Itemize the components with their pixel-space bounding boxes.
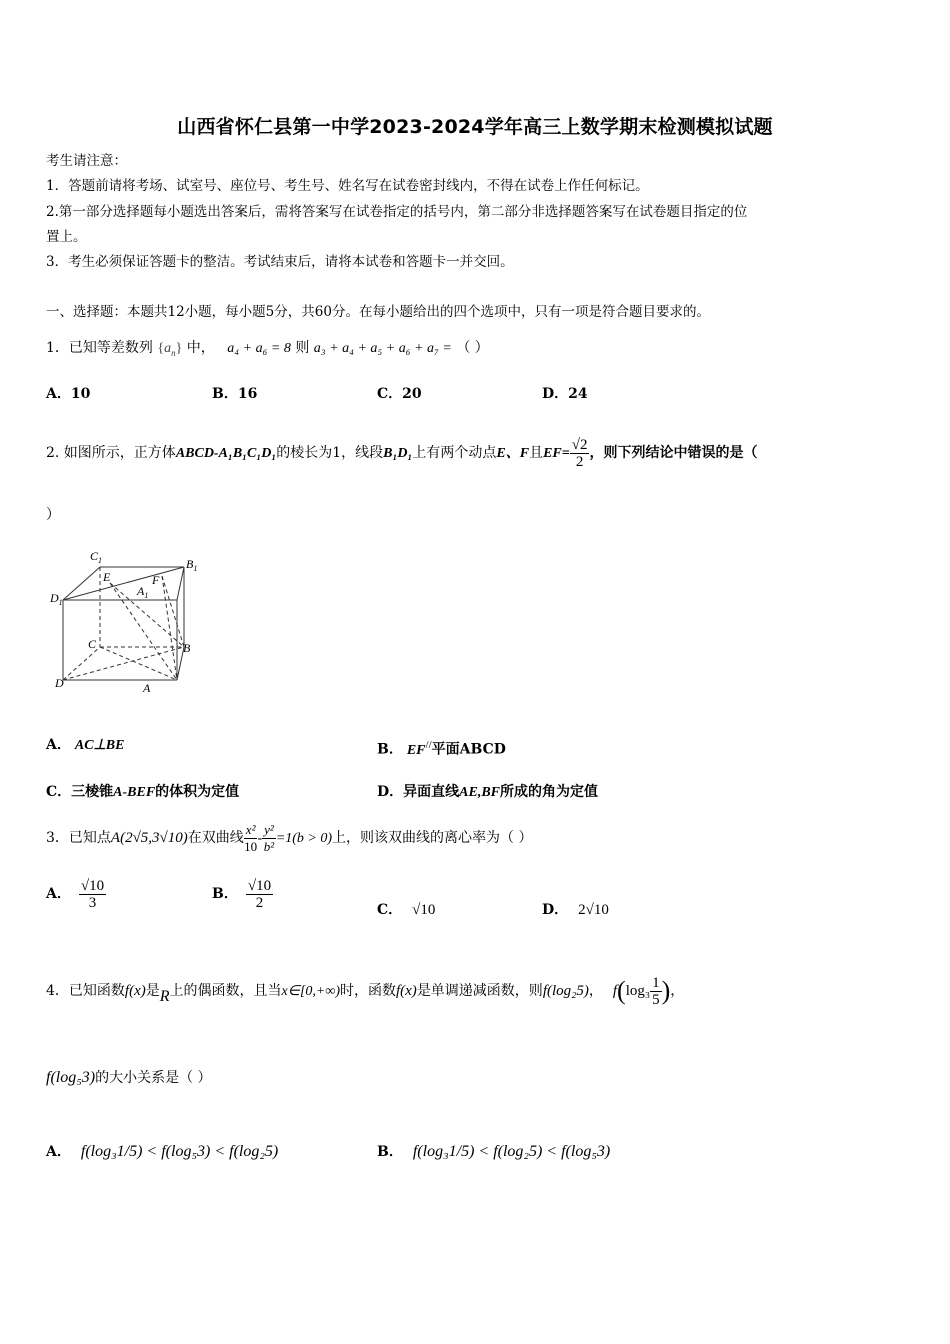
q1-option-d[interactable]: D．24 xyxy=(542,386,588,402)
q2-option-c[interactable]: C．三棱锥A-BEF的体积为定值 xyxy=(46,784,240,800)
q2-cube: ABCD-A₁B₁C₁D₁ xyxy=(175,446,277,461)
q1-condition: a₄ + a₆ = 8 xyxy=(227,341,291,356)
q2-option-b[interactable]: B． EF//平面ABCD xyxy=(377,739,506,758)
q3-frac-x: $\frac{\text{x²}}{10}$ xyxy=(244,821,258,854)
q2-ef: EF= xyxy=(543,446,570,461)
q4-b-f: f xyxy=(612,983,618,999)
q1-option-c[interactable]: C．20 xyxy=(377,386,422,402)
q4-t2: 上的偶函数，且当 xyxy=(169,983,282,999)
q2-points: E、F xyxy=(496,446,530,461)
label-f: F xyxy=(152,573,160,587)
notice-item-3: 3．考生必须保证答题卡的整洁。考试结束后，请将本试卷和答题卡一并交回。 xyxy=(46,254,514,270)
q3-mid: 在双曲线 xyxy=(187,830,244,846)
q4-a: f(log₂5) xyxy=(542,983,589,999)
q3-suffix: 上，则该双曲线的离心率为（ ） xyxy=(332,830,533,846)
q4-fx-2: f(x) xyxy=(395,983,417,999)
notice-item-2-cont: 置上。 xyxy=(46,229,87,245)
notice-item-2: 2.第一部分选择题每小题选出答案后，需将答案写在试卷指定的括号内，第二部分非选择题答案写在试卷题目指定的位 xyxy=(46,204,748,220)
q4-t5: 的大小关系是（ ） xyxy=(95,1070,212,1086)
label-a1: $A_1$ xyxy=(137,584,149,600)
notice-heading: 考生请注意： xyxy=(46,153,127,169)
q2-close-paren: ） xyxy=(46,507,60,523)
q1-expression: a₃ + a₄ + a₅ + a₆ + a₇ = xyxy=(313,341,452,356)
q1-mid: 中， xyxy=(186,340,215,356)
q3-option-b[interactable]: B． $\frac{√10}{2}$ xyxy=(212,877,272,911)
q4-t4: 是单调递减函数，则 xyxy=(416,983,543,999)
q2-option-a[interactable]: A． AC⊥BE xyxy=(46,737,125,753)
q3-minus: - xyxy=(257,831,263,846)
q1-seq-brace: $\{a_n\}$ xyxy=(157,341,183,358)
q2-text-e: ，则下列结论中错误的是（ xyxy=(589,445,758,461)
label-b1: $B_1$ xyxy=(186,557,198,573)
label-e: E xyxy=(103,570,111,584)
q3-option-d[interactable]: D． 2√10 xyxy=(542,902,609,918)
q2-fraction: $\frac{√2}{2}$ xyxy=(571,436,588,470)
label-d: D xyxy=(55,676,64,690)
q4-b-frac: $\frac{1}{5}$ xyxy=(652,974,660,1008)
q4-comma: ， xyxy=(588,983,603,999)
q4-domain: x∈[0,+∞) xyxy=(281,984,340,999)
q3-option-c[interactable]: C． √10 xyxy=(377,902,436,918)
q4-t3: 时，函数 xyxy=(339,983,396,999)
label-c1: $C_1$ xyxy=(90,549,103,565)
q4-prefix: 4．已知函数 xyxy=(46,983,125,999)
notice-item-1: 1．答题前请将考场、试室号、座位号、考生号、姓名写在试卷密封线内，不得在试卷上作任何标记。 xyxy=(46,178,649,194)
q2-segment: B₁D₁ xyxy=(383,446,413,461)
edge-a1b1 xyxy=(177,567,184,600)
q1-paren: （ ） xyxy=(456,340,489,356)
q4-line-2 xyxy=(46,1068,212,1088)
q3-prefix: 3．已知点 xyxy=(46,830,111,846)
q1-seq: a xyxy=(164,341,172,356)
label-d1: $D_1$ xyxy=(50,591,63,607)
section-heading: 一、选择题：本题共12小题，每小题5分，共60分。在每小题给出的四个选项中，只有一项是符合题目要求的。 xyxy=(46,304,710,320)
q4-option-a[interactable]: A． f(log₃1/5) < f(log₅3) < f(log₂5) xyxy=(46,1143,279,1160)
q4-b-log: log₃ xyxy=(625,983,651,999)
label-c: C xyxy=(88,637,97,651)
q4-t1: 是 xyxy=(145,983,160,999)
question-2 xyxy=(46,433,757,474)
q1-option-a[interactable]: A．10 xyxy=(46,386,91,402)
q2-text-d: 且 xyxy=(529,445,544,461)
question-3 xyxy=(46,818,532,859)
q3-option-a[interactable]: A． $\frac{√10}{3}$ xyxy=(46,877,105,911)
q4-option-b[interactable]: B． f(log₃1/5) < f(log₂5) < f(log₅3) xyxy=(377,1143,611,1160)
q3-eq: =1(b > 0) xyxy=(275,831,333,846)
q2-text-c: 上有两个动点 xyxy=(412,445,497,461)
q1-option-b[interactable]: B．16 xyxy=(212,386,258,402)
q4-comma-2: ， xyxy=(670,983,685,999)
q4-R: R xyxy=(159,988,170,1005)
q2-text-b: 的棱长为1，线段 xyxy=(276,445,384,461)
question-4: 4．已知函数f(x)是R上的偶函数，且当x∈[0,+∞)时，函数f(x)是单调递减函数，则f(log₂5)， f(log₃ $\frac{1}{5}$ )， xyxy=(46,974,685,1008)
q3-frac-y: $\frac{\text{y²}}{\text{b²}}$ xyxy=(263,821,275,854)
label-b: B xyxy=(183,641,191,655)
label-a: A xyxy=(143,681,151,695)
q2-option-d[interactable]: D．异面直线AE,BF所成的角为定值 xyxy=(377,784,598,800)
q4-c: f(log₅3) xyxy=(46,1069,96,1086)
page-title: 山西省怀仁县第一中学2023-2024学年高三上数学期末检测模拟试题 xyxy=(177,116,773,138)
q1-then: 则 xyxy=(295,340,310,356)
cube-figure xyxy=(40,540,210,700)
question-1 xyxy=(46,338,489,363)
q1-prefix: 1．已知等差数列 xyxy=(46,340,153,356)
q2-text-a: 2. 如图所示，正方体 xyxy=(46,445,176,461)
q4-fx: f(x) xyxy=(124,983,146,999)
q3-point: A(2√5,3√10) xyxy=(110,830,188,846)
